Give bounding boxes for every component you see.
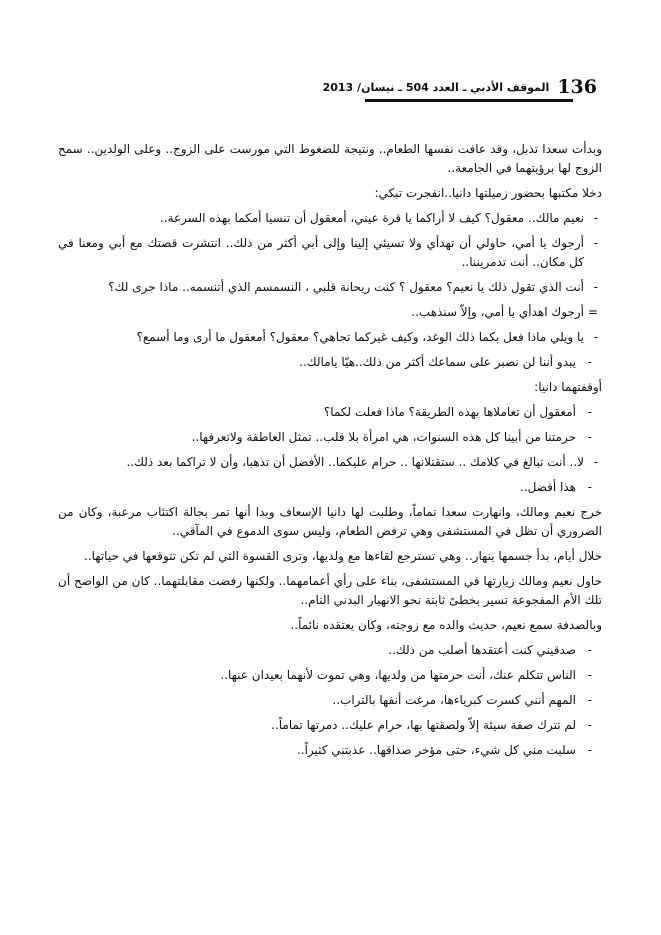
paragraph: خلال أيام، بدأ جسمها ينهار.. وهي تسترجع لقاءها مع ولديها، وترى القسوة التي لم تكن تتوقعها في حياتها..: [84, 549, 602, 563]
dialogue-line: - أنت الذي تقول ذلك يا نعيم؟ معقول ؟ كنت ريحانة قلبي ، النسمسم الذي أتنسمه.. ماذا جرى لك؟: [58, 278, 602, 297]
running-header: [322, 76, 597, 98]
article-body: [58, 140, 602, 766]
page-number: 136: [557, 76, 597, 98]
paragraph: وبدأت سعدا تذبل، وقد عافت نفسها الطعام.. ونتيجة للضغوط التي مورست على الزوج.. وعلى الولدين.. سمح الزوج لها برؤيتهما في الجامعة..: [58, 142, 602, 175]
dialogue-line: - أمعقول أن تعاملاها بهذه الطريقة؟ ماذا فعلت لكما؟: [58, 403, 602, 422]
paragraph: أوقفتهما دانيا:: [534, 380, 602, 394]
dialogue-line: - المهم أنني كسرت كبرياءها، مرغت أنفها بالتراب..: [58, 691, 602, 710]
dialogue-line: - نعيم مالك.. معقول؟ كيف لا أراكما يا قرة عيني، أمعقول أن تنسيا أمكما بهذه السرعة..: [58, 209, 602, 228]
dialogue-line: - حرمتنا من أبينا كل هذه السنوات، هي امرأة بلا قلب.. تمثل العاطفة ولاتعرفها..: [58, 428, 602, 447]
dialogue-line: - أرجوك يا أمي، حاولي أن تهدأي ولا تسيئي إلينا وإلى أبي أكثر من ذلك.. انتشرت قصتك مع أبي ومعنا في كل مكان.. أنت تدمريننا..: [58, 234, 602, 272]
dialogue-line: = أرجوك اهدأي يا أمي، وإلاّ سنذهب..: [58, 303, 602, 322]
dialogue-line: - سلبت مني كل شيء، حتى مؤخر صداقها.. عذبتني كثيراً..: [58, 741, 602, 760]
dialogue-line: - لا.. أنت تبالغ في كلامك .. ستقتلانها .. حرام عليكما.. الأفضل أن تذهبا، وأن لا تراكما بعد ذلك..: [58, 453, 602, 472]
running-title: الموقف الأدبي ـ العدد 504 ـ نيسان/ 2013: [322, 80, 550, 94]
paragraph: وبالصدفة سمع نعيم، حديث والده مع زوجته، وكان يعتقده نائماً..: [290, 618, 602, 632]
dialogue-line: - صدقيني كنت أعتقدها أصلب من ذلك..: [58, 641, 602, 660]
dialogue-line: - هذا أفضل..: [58, 478, 602, 497]
header-rule: [365, 99, 573, 102]
paragraph: خرج نعيم ومالك، وانهارت سعدا تماماً، وطلبت لها دانيا الإسعاف وبدا أنها تمر بحالة اكتئاب مرعبة، وكان من الضروري أن تظل في المستشفى وهي ترفض الطعام، وليس سوى الدموع في المآقي..: [58, 505, 602, 538]
paragraph: حاول نعيم ومالك زيارتها في المستشفى، بناء على رأي أعمامهما.. ولكنها رفضت مقابلتهما.. كان من الواضح أن تلك الأم المفجوعة تسير بخطىً ثابتة نحو الانهيار البدني التام..: [58, 574, 602, 607]
dialogue-line: - الناس تتكلم عنك، أنت حرمتها من ولديها، وهي تموت لأنهما بعيدان عنها..: [58, 666, 602, 685]
dialogue-line: - يا ويلي ماذا فعل بكما ذلك الوغد، وكيف غيركما تجاهي؟ معقول؟ أمعقول ما أرى وما أسمع؟: [58, 328, 602, 347]
paragraph: دخلا مكتبها بحضور زميلتها دانيا..انفجرت تبكي:: [374, 186, 602, 200]
dialogue-line: - يبدو أننا لن نصبر على سماعك أكثر من ذلك..هيّا يامالك..: [58, 353, 602, 372]
dialogue-line: - لم تترك صفة سيئة إلاّ ولصقتها بها، حرام عليك.. دمرتها تماماً..: [58, 716, 602, 735]
